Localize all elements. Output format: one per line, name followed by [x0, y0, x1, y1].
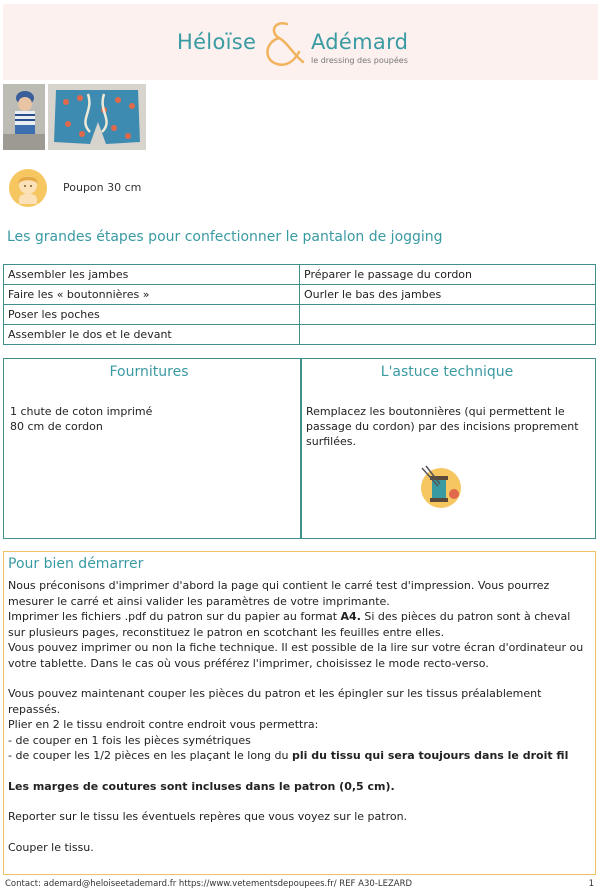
trousers-photo [48, 84, 146, 150]
paragraph: Les marges de coutures sont incluses dans le patron (0,5 cm). [8, 779, 395, 793]
step-cell: Préparer le passage du cordon [300, 265, 596, 285]
paragraph: Imprimer les fichiers .pdf du patron sur du papier au format A4. Si des pièces du patron sont à cheval sur plusieurs pages, reconstituez le patron en scotchant les feuilles entre elles. [8, 610, 571, 639]
brand-name-right: Adémard [311, 30, 409, 54]
paragraph: - de couper les 1/2 pièces en les plaçant le long du pli du tissu qui sera toujours dans le droit fil [8, 749, 569, 762]
sewing-kit-icon [414, 462, 468, 512]
table-row [4, 325, 596, 345]
brand-name-left: Héloïse [177, 30, 257, 54]
table-row [4, 265, 596, 285]
step-cell: Ourler le bas des jambes [300, 285, 596, 305]
paragraph: Couper le tissu. [8, 840, 94, 854]
doll-face-icon [8, 168, 48, 208]
supplies-tip-box [3, 358, 596, 539]
brand-tagline: le dressing des poupées [311, 56, 408, 65]
doll-photo [3, 84, 45, 150]
steps-section-title: Les grandes étapes pour confectionner le pantalon de jogging [7, 229, 443, 245]
paragraph: Vous pouvez imprimer ou non la fiche technique. Il est possible de la lire sur votre écran d'ordinateur ou votre tablette. Dans le cas où vous préférez l'imprimer, choisissez le mode recto-verso. [8, 641, 584, 670]
tip-title: L'astuce technique [380, 364, 514, 380]
paragraph: Vous pouvez maintenant couper les pièces du patron et les épingler sur les tissus préalablement repassés. [8, 687, 542, 716]
doll-size-label: Poupon 30 cm [63, 181, 142, 194]
supply-item: 80 cm de cordon [10, 420, 103, 433]
ampersand-logo-icon [257, 18, 307, 70]
tip-text: Remplacez les boutonnières (qui permettent le passage du cordon) par des incisions proprement surfilées. [306, 405, 579, 448]
steps-table [3, 264, 596, 345]
step-cell: Faire les « boutonnières » [4, 285, 300, 305]
getting-started-title: Pour bien démarrer [8, 556, 144, 572]
getting-started-box [3, 551, 596, 875]
brand-logo[interactable] [173, 22, 433, 72]
step-cell: Poser les poches [4, 305, 300, 325]
column-divider [300, 359, 302, 538]
supply-item: 1 chute de coton imprimé [10, 405, 153, 418]
step-cell [300, 305, 596, 325]
table-row [4, 305, 596, 325]
getting-started-body [8, 578, 590, 855]
step-cell [300, 325, 596, 345]
footer-contact: Contact: ademard@heloiseetademard.fr https://www.vetementsdepoupees.fr/ REF A30-LEZARD [5, 879, 413, 889]
page-number: 1 [588, 879, 594, 889]
header-banner [3, 4, 598, 80]
paragraph: - de couper en 1 fois les pièces symétriques [8, 733, 251, 747]
step-cell: Assembler le dos et le devant [4, 325, 300, 345]
paragraph: Plier en 2 le tissu endroit contre endroit vous permettra: [8, 718, 319, 731]
supplies-title: Fournitures [109, 364, 189, 380]
step-cell: Assembler les jambes [4, 265, 300, 285]
supplies-list [10, 404, 152, 434]
paragraph: Nous préconisons d'imprimer d'abord la page qui contient le carré test d'impression. Vous pourrez mesurer le carré et ainsi valider les paramètres de votre imprimante. [8, 579, 550, 608]
paragraph: Reporter sur le tissu les éventuels repères que vous voyez sur le patron. [8, 810, 408, 823]
table-row [4, 285, 596, 305]
